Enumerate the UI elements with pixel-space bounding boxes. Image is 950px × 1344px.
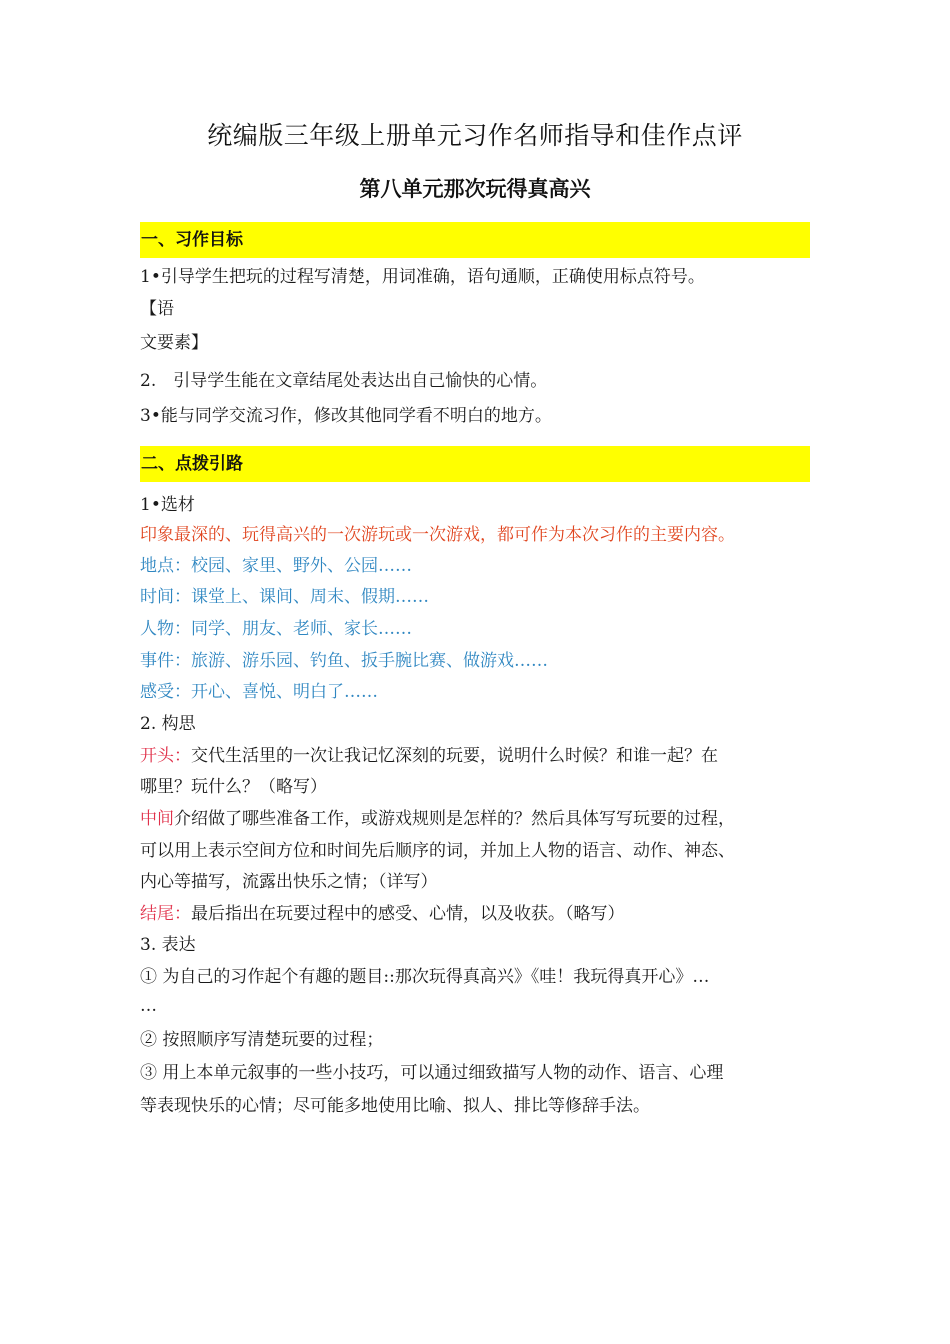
structure-begin <box>140 741 810 771</box>
document-subtitle: 第八单元那次玩得真高兴 <box>359 177 591 201</box>
material-events: 事件：旅游、游乐园、钓鱼、扳手腕比赛、做游戏…… <box>140 651 548 671</box>
goal-1: 1•引导学生把玩的过程写清楚，用词准确，语句通顺，正确使用标点符号。 <box>140 267 705 287</box>
material-highlight: 印象最深的、玩得高兴的一次游玩或一次游戏，都可作为本次习作的主要内容。 <box>140 525 735 545</box>
expression-1-cont: … <box>140 996 157 1016</box>
expression-title: 3. 表达 <box>140 935 196 955</box>
end-text: 最后指出在玩要过程中的感受、心情，以及收获。（略写） <box>191 904 625 924</box>
material-time: 时间：课堂上、课间、周末、假期…… <box>140 587 429 607</box>
expression-2: ② 按照顺序写清楚玩要的过程； <box>140 1030 384 1050</box>
expression-3: ③ 用上本单元叙事的一些小技巧，可以通过细致描写人物的动作、语言、心理 <box>140 1063 724 1083</box>
goal-3: 3•能与同学交流习作，修改其他同学看不明白的地方。 <box>140 406 552 426</box>
structure-middle-cont-2: 内心等描写，流露出快乐之情；（详写） <box>140 872 438 892</box>
structure-middle-cont-1: 可以用上表示空间方位和时间先后顺序的词，并加上人物的语言、动作、神态、 <box>140 841 735 861</box>
begin-label: 开头： <box>140 746 191 766</box>
middle-label: 中间 <box>140 809 174 829</box>
expression-1: ① 为自己的习作起个有趣的题目::那次玩得真高兴》《哇！我玩得真开心》… <box>140 967 710 987</box>
begin-text: 交代生活里的一次让我记忆深刻的玩要，说明什么时候？和谁一起？在 <box>191 746 718 766</box>
structure-middle <box>140 804 810 834</box>
end-label: 结尾： <box>140 904 191 924</box>
expression-3-cont: 等表现快乐的心情；尽可能多地使用比喻、拟人、排比等修辞手法。 <box>140 1096 650 1116</box>
goal-2: 2. 引导学生能在文章结尾处表达出自己愉快的心情。 <box>140 371 548 391</box>
structure-end <box>140 899 810 929</box>
structure-begin-cont: 哪里？玩什么？（略写） <box>140 777 327 797</box>
goal-1-tag-end: 文要素】 <box>140 333 208 353</box>
section-heading-goals: 一、习作目标 <box>140 222 810 258</box>
middle-text: 介绍做了哪些准备工作，或游戏规则是怎样的？然后具体写写玩要的过程， <box>174 809 735 829</box>
structure-title: 2. 构思 <box>140 714 196 734</box>
document-title: 统编版三年级上册单元习作名师指导和佳作点评 <box>207 121 743 150</box>
material-feelings: 感受：开心、喜悦、明白了…… <box>140 682 378 702</box>
section-heading-guidance: 二、点拨引路 <box>140 446 810 482</box>
material-place: 地点：校园、家里、野外、公园…… <box>140 556 412 576</box>
goal-1-tag-start: 【语 <box>140 299 174 319</box>
material-title: 1•选材 <box>140 495 195 515</box>
material-people: 人物：同学、朋友、老师、家长…… <box>140 619 412 639</box>
